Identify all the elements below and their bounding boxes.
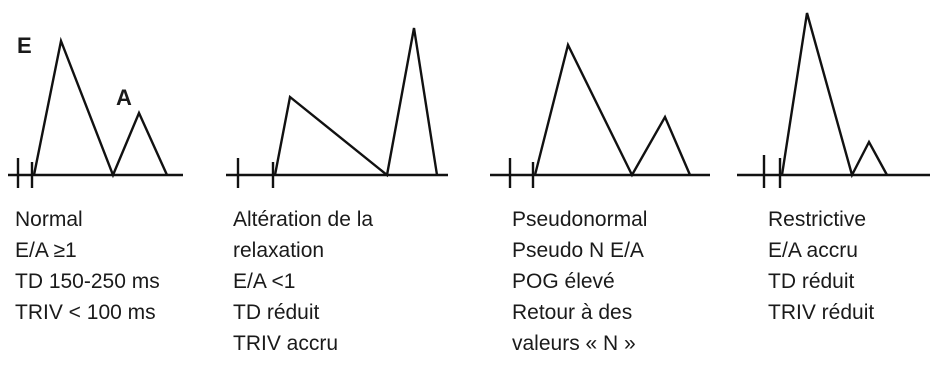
normal-e-a-wave: [34, 41, 167, 175]
restrictive-caption-line: E/A accru: [768, 239, 858, 262]
relaxation-caption-line: TD réduit: [233, 301, 320, 324]
normal-waveform: [8, 41, 183, 188]
e-wave-label: E: [17, 33, 32, 58]
relaxation-e-a-wave: [275, 28, 437, 175]
relaxation-caption-line: relaxation: [233, 239, 325, 262]
normal-caption-line: TRIV < 100 ms: [15, 301, 156, 324]
normal-caption-line: E/A ≥1: [15, 239, 77, 262]
pseudonormal-caption-title: Pseudonormal: [512, 208, 648, 231]
normal-caption-line: TD 150-250 ms: [15, 270, 160, 293]
relaxation-caption: [233, 204, 373, 359]
restrictive-caption: [768, 204, 874, 328]
relaxation-caption-line: E/A <1: [233, 270, 296, 293]
relaxation-caption-line: TRIV accru: [233, 332, 339, 355]
pseudonormal-caption-line: POG élevé: [512, 270, 615, 293]
restrictive-caption-title: Restrictive: [768, 208, 867, 231]
restrictive-e-a-wave: [782, 13, 887, 175]
a-wave-label: A: [116, 85, 132, 110]
pseudonormal-caption-line: valeurs « N »: [512, 332, 636, 355]
relaxation-caption-title: Altération de la: [233, 208, 374, 231]
relaxation-waveform: [226, 28, 448, 188]
normal-caption-title: Normal: [15, 208, 83, 231]
pseudonormal-waveform: [490, 45, 710, 188]
normal-caption: [15, 204, 160, 328]
restrictive-caption-line: TD réduit: [768, 270, 855, 293]
pseudonormal-caption-line: Retour à des: [512, 301, 633, 324]
restrictive-waveform: [737, 13, 930, 188]
restrictive-caption-line: TRIV réduit: [768, 301, 875, 324]
pseudonormal-caption: [512, 204, 647, 359]
pseudonormal-e-a-wave: [535, 45, 690, 175]
pseudonormal-caption-line: Pseudo N E/A: [512, 239, 644, 262]
